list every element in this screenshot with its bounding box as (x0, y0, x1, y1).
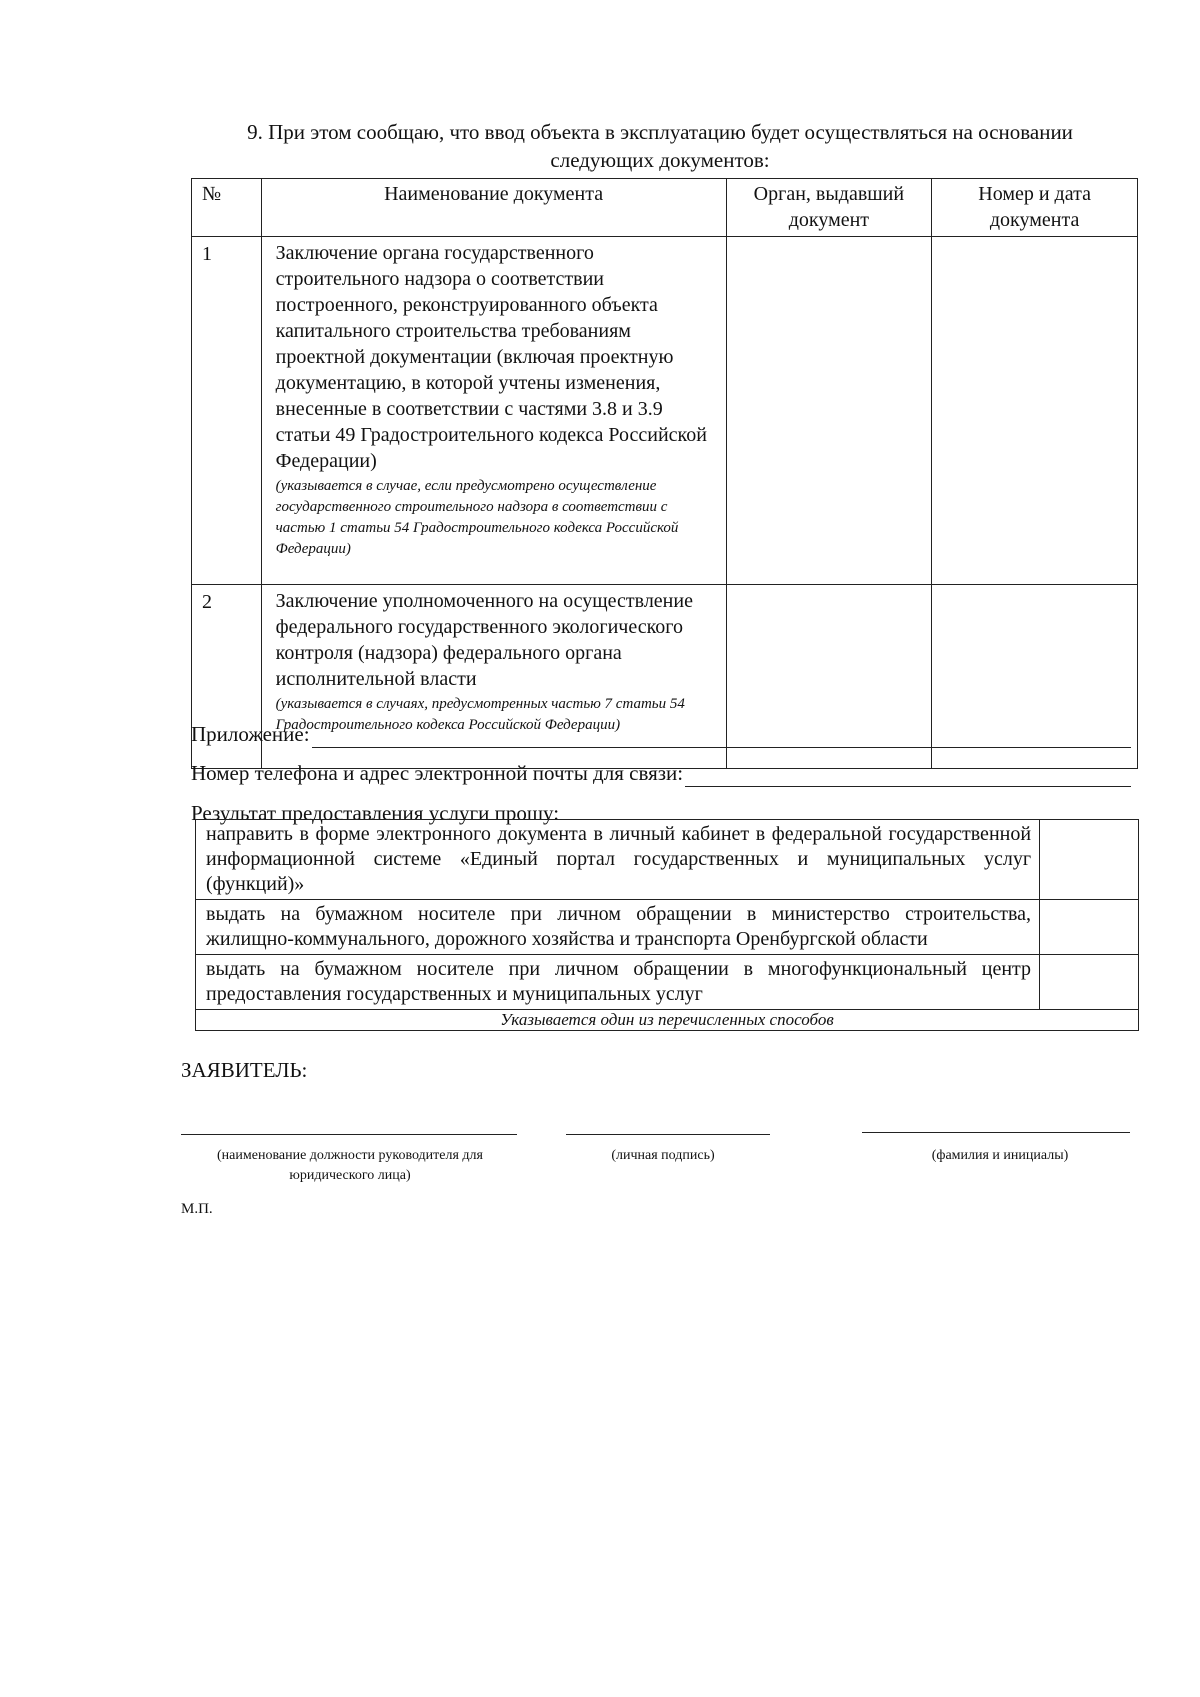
contact-row (191, 759, 1131, 787)
result-footnote-row (196, 1010, 1139, 1031)
issuer-field[interactable] (726, 237, 932, 585)
result-option-row (196, 820, 1139, 900)
result-option-text: выдать на бумажном носителе при личном обращении в многофункциональный центр предоставления государственных и муниципальных услуг (196, 955, 1040, 1010)
document-note: (указывается в случаях, предусмотренных частью 7 статьи 54 Градостроительного кодекса Российской Федерации) (275, 696, 685, 733)
table-row (192, 237, 1138, 585)
contact-field[interactable] (685, 764, 1131, 787)
documents-table-header (192, 179, 1138, 237)
row-document-name-cell (261, 237, 726, 585)
document-note: (указывается в случае, если предусмотрено осуществление государственного строительного надзора в соответствии с частью 1 статьи 54 Градостроительного кодекса Российской Федерации) (275, 478, 679, 557)
name-caption: (фамилия и инициалы) (931, 1148, 1069, 1163)
personal-signature-line[interactable] (566, 1134, 770, 1135)
position-caption: (наименование должности руководителя для юридического лица) (217, 1148, 483, 1183)
result-option-text: направить в форме электронного документа в личный кабинет в федеральной государственной информационной системе «Единый портал государственных и муниципальных услуг (функций)» (196, 820, 1040, 900)
row-number: 1 (192, 237, 262, 585)
stamp-place: М.П. (181, 1201, 213, 1217)
header-number: № (192, 179, 262, 237)
attachment-field[interactable] (312, 725, 1131, 748)
intro-line-1: 9. При этом сообщаю, что ввод объекта в эксплуатацию будет осуществляться на основании (247, 120, 1073, 144)
header-issuer: Орган, выдавший документ (726, 179, 932, 237)
row-number: 2 (192, 585, 262, 769)
result-option-row (196, 900, 1139, 955)
contact-label: Номер телефона и адрес электронной почты для связи: (191, 761, 684, 785)
result-option-row (196, 955, 1139, 1010)
intro-line-2: следующих документов: (550, 148, 770, 172)
intro-paragraph (190, 118, 1130, 174)
signature-caption: (личная подпись) (611, 1148, 715, 1163)
result-option-text: выдать на бумажном носителе при личном обращении в министерство строительства, жилищно-коммунального, дорожного хозяйства и транспорта Оренбургской области (196, 900, 1040, 955)
result-option-checkbox[interactable] (1040, 900, 1139, 955)
applicant-label: ЗАЯВИТЕЛЬ: (181, 1058, 308, 1082)
result-options-table (195, 819, 1139, 1031)
result-label: Результат предоставления услуги прошу: (191, 801, 560, 825)
documents-table (191, 178, 1138, 769)
number-date-field[interactable] (932, 237, 1138, 585)
header-number-date: Номер и дата документа (932, 179, 1138, 237)
attachment-row (191, 720, 1131, 748)
name-signature-line[interactable] (862, 1132, 1130, 1133)
attachment-label: Приложение: (191, 722, 310, 746)
position-signature-line[interactable] (181, 1134, 517, 1135)
result-footnote: Указывается один из перечисленных способов (196, 1010, 1139, 1031)
result-option-checkbox[interactable] (1040, 955, 1139, 1010)
document-name: Заключение органа государственного строительного надзора о соответствии построенного, реконструированного объекта капитального строительства требованиям проектной документации (включая проектную документацию, в которой учтены изменения, внесенные в соответствии с частями 3.8 и 3.9 статьи 49 Градостроительного кодекса Российской Федерации) (275, 242, 707, 472)
result-option-checkbox[interactable] (1040, 820, 1139, 900)
document-name: Заключение уполномоченного на осуществление федерального государственного экологического контроля (надзора) федерального органа исполнительной власти (275, 590, 693, 690)
header-document-name: Наименование документа (261, 179, 726, 237)
